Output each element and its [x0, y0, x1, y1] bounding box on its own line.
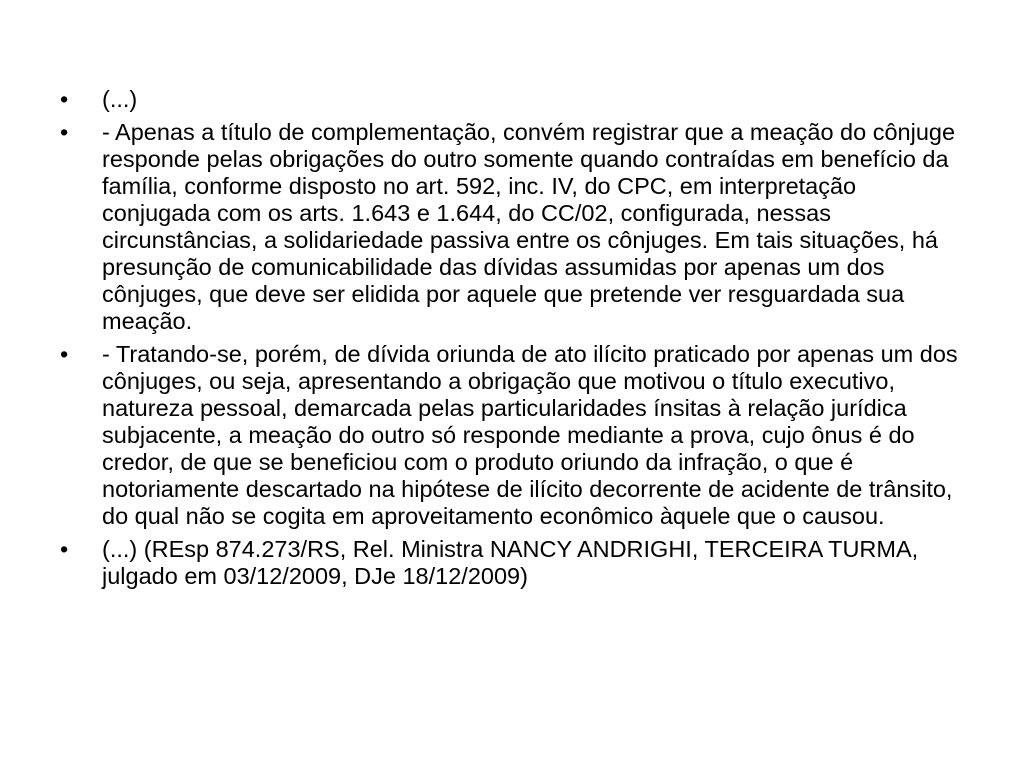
list-item	[60, 86, 960, 113]
list-item	[60, 119, 960, 335]
bullet-text: - Tratando-se, porém, de dívida oriunda de ato ilícito praticado por apenas um dos cônjuges, ou seja, apresentando a obrigação que motivou o título executivo, natureza pessoal, demarcada pelas particularidades ínsitas à relação jurídica subjacente, a meação do outro só responde mediante a prova, cujo ônus é do credor, de que se beneficiou com o produto oriundo da infração, o que é notoriamente descartado na hipótese de ilícito decorrente de acidente de trânsito, do qual não se cogita em aproveitamento econômico àquele que o causou.	[102, 341, 958, 529]
bullet-list	[60, 86, 960, 596]
bullet-icon: •	[60, 341, 69, 367]
bullet-text: - Apenas a título de complementação, convém registrar que a meação do cônjuge responde pelas obrigações do outro somente quando contraídas em benefício da família, conforme disposto no art. 592, inc. IV, do CPC, em interpretação conjugada com os arts. 1.643 e 1.644, do CC/02, configurada, nessas circunstâncias, a solidariedade passiva entre os cônjuges. Em tais situações, há presunção de comunicabilidade das dívidas assumidas por apenas um dos cônjuges, que deve ser elidida por aquele que pretende ver resguardada sua meação.	[102, 119, 956, 334]
bullet-text: (...) (REsp 874.273/RS, Rel. Ministra NANCY ANDRIGHI, TERCEIRA TURMA, julgado em 03/12/2009, DJe 18/12/2009)	[102, 536, 919, 589]
list-item	[60, 341, 960, 530]
bullet-text: (...)	[102, 86, 138, 112]
list-item	[60, 536, 960, 590]
bullet-icon: •	[60, 119, 69, 145]
bullet-icon: •	[60, 536, 69, 562]
bullet-icon: •	[60, 86, 69, 112]
